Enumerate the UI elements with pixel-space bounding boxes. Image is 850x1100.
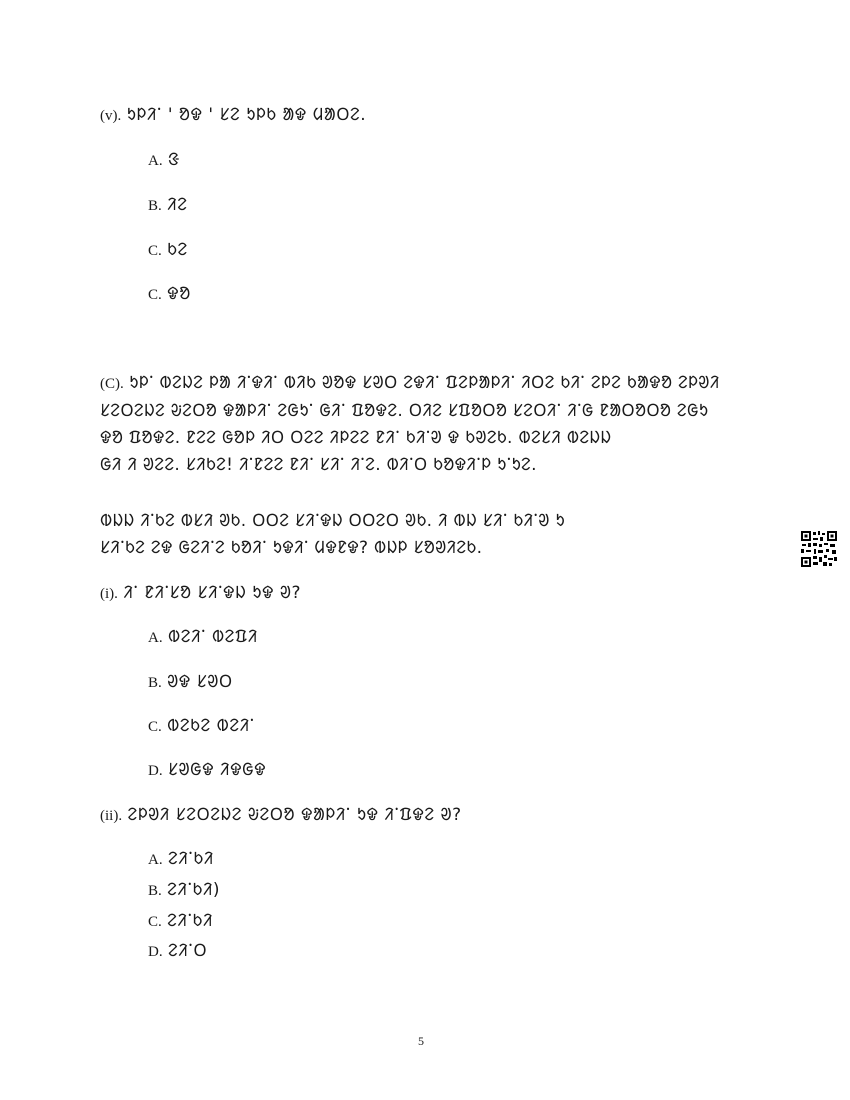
question-v: [100, 104, 366, 127]
option-c: C. ᱠᱮ: [148, 240, 188, 260]
question-label: (ii).: [100, 808, 123, 824]
option-c: C. ᱮᱤᱸᱠᱤ: [148, 911, 213, 931]
option-b: B. ᱮᱤᱸᱠᱤ): [148, 880, 221, 900]
question-i: [100, 582, 301, 605]
option-d: D. ᱥᱣᱜᱫ ᱤᱫᱜᱫ: [148, 760, 267, 780]
page-number: 5: [418, 1034, 424, 1048]
question-text: ᱮᱞᱣᱤ ᱥᱮᱛᱮᱡᱮ ᱶᱮᱛᱚ ᱫᱟᱞᱤᱸ ᱩᱫ ᱤᱸᱯᱫᱮ ᱣ?: [127, 805, 462, 825]
option-b: B. ᱤᱮ: [148, 195, 188, 215]
question-ii: [100, 804, 462, 827]
option-c-second: C. ᱫᱚ: [148, 284, 191, 304]
question-label: (i).: [100, 586, 118, 602]
option-b: B. ᱣᱫ ᱥᱣᱛ: [148, 672, 233, 692]
question-text: ᱤᱸ ᱱᱤᱸᱥᱚ ᱥᱤᱸᱫᱡ ᱩᱫ ᱣ?: [123, 583, 302, 603]
option-a: A. ᱝ: [148, 150, 180, 170]
option-a: A. ᱮᱤᱸᱠᱤ: [148, 849, 214, 869]
passage-paragraph-1: (C). ᱩᱞᱸ ᱵᱮᱡᱮ ᱞᱟ ᱤᱸᱫᱤᱸ ᱵᱤᱠ ᱣᱚᱫ ᱥᱣᱛ ᱮᱫᱤᱸ ᱯᱮᱞᱟᱞᱤᱸ ᱤᱛᱮ ᱠᱤᱸ ᱮᱞᱮ ᱠᱟᱫᱚ ᱮᱞᱣᱤ ᱥᱮᱛᱮᱡᱮ ᱶᱮᱛᱚ ᱫᱟᱞᱤᱸ ᱮᱜᱩᱸ ᱜᱤᱸ ᱯᱚᱫᱮ. ᱛᱤᱮ ᱥᱯᱚᱛᱚ ᱥᱮᱛᱤᱸ ᱤᱸᱜ ᱱᱟᱛᱚᱛᱚ ᱮᱜᱩ ᱫᱚ ᱯᱚᱫᱮ. ᱱᱮᱮ ᱜᱚᱞ ᱤᱛ ᱛᱮᱮ ᱤᱞᱮᱮ ᱱᱤᱸ ᱠᱤᱸᱣ ᱫ ᱠᱣᱮᱠ. ᱵᱮᱥᱤ ᱵᱮᱡᱡ ᱜᱤ ᱤ ᱣᱮᱮ. ᱥᱤᱠᱮ! ᱤᱸᱱᱮᱮ ᱱᱤᱸ ᱥᱤᱸ ᱤᱸᱮ. ᱵᱤᱸᱛ ᱠᱚᱫᱤᱸᱞ ᱩᱸᱩᱮ.: [100, 373, 720, 475]
question-text: ᱩᱞᱤᱸ ' ᱚᱫ ' ᱥᱮ ᱩᱞᱠ ᱟᱫ ᱢᱟᱛᱮ.: [126, 105, 367, 125]
option-c: C. ᱵᱮᱠᱮ ᱵᱮᱤᱸ: [148, 716, 255, 736]
qr-code-icon: [800, 530, 838, 568]
passage-paragraph-2: ᱵᱡᱡ ᱤᱸᱠᱮ ᱵᱥᱤ ᱣᱠ. ᱛᱛᱮ ᱥᱤᱸᱫᱡ ᱛᱛᱮᱛ ᱣᱠ. ᱤ ᱵᱡ ᱥᱤᱸ ᱠᱤᱸᱣ ᱩ ᱥᱤᱸᱠᱮ ᱮᱫ ᱜᱮᱤᱸᱮ ᱠᱚᱤᱸ ᱩᱫᱤᱸ ᱢᱫᱱᱫ? ᱵᱡᱞ ᱥᱚᱣᱤᱮᱠ.: [100, 511, 565, 558]
question-label: (v).: [100, 108, 122, 124]
option-d: D. ᱮᱤᱸᱛ: [148, 941, 208, 961]
option-a: A. ᱵᱮᱤᱸ ᱵᱮᱯᱤ: [148, 627, 258, 647]
section-label: (C).: [100, 376, 124, 392]
